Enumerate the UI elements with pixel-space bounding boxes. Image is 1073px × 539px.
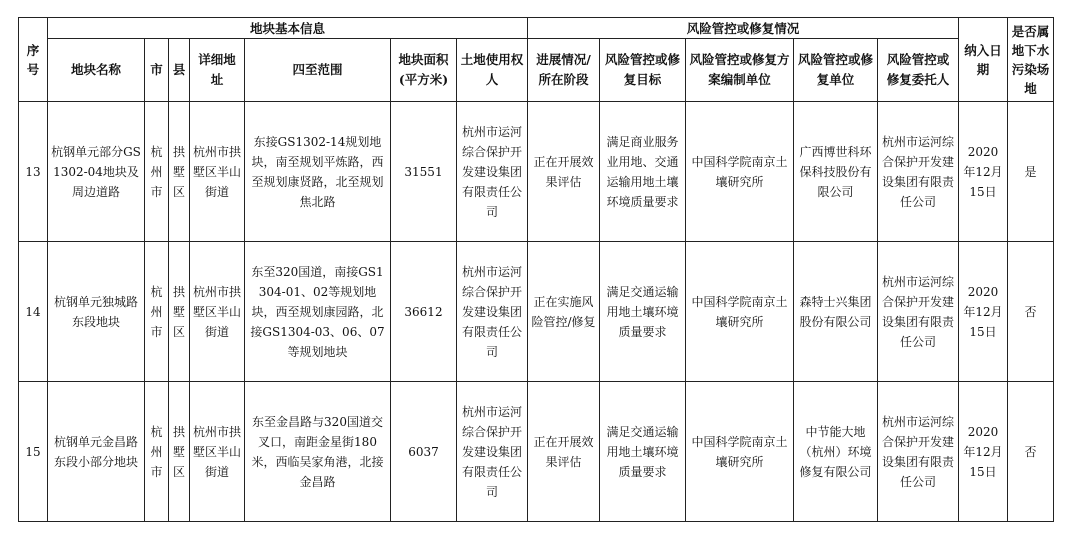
header-stage: 进展情况/所在阶段 <box>528 39 600 102</box>
table-row <box>19 382 1054 522</box>
cell-address: 杭州市拱墅区半山街道 <box>190 102 245 242</box>
cell-seq: 13 <box>19 102 48 242</box>
cell-owner: 杭州市运河综合保护开发建设集团有限责任公司 <box>457 102 528 242</box>
header-repair-unit: 风险管控或修复单位 <box>794 39 878 102</box>
cell-county: 拱墅区 <box>169 382 190 522</box>
header-seq: 序号 <box>19 18 48 102</box>
cell-boundary: 东至320国道，南接GS1304-01、02等规划地块，西至规划康园路，北接GS1304-03、06、07等规划地块 <box>245 242 391 382</box>
header-name: 地块名称 <box>48 39 145 102</box>
table-row <box>19 242 1054 382</box>
contaminated-site-table <box>18 17 1054 522</box>
cell-county: 拱墅区 <box>169 242 190 382</box>
header-groundwater: 是否属地下水污染场地 <box>1008 18 1054 102</box>
cell-target: 满足商业服务业用地、交通运输用地土壤环境质量要求 <box>600 102 686 242</box>
header-date: 纳入日期 <box>959 18 1008 102</box>
cell-repair-unit: 森特士兴集团股份有限公司 <box>794 242 878 382</box>
cell-target: 满足交通运输用地土壤环境质量要求 <box>600 382 686 522</box>
cell-seq: 15 <box>19 382 48 522</box>
cell-address: 杭州市拱墅区半山街道 <box>190 382 245 522</box>
cell-county: 拱墅区 <box>169 102 190 242</box>
header-group-basic: 地块基本信息 <box>48 18 528 39</box>
cell-plan-unit: 中国科学院南京土壤研究所 <box>686 242 794 382</box>
cell-name: 杭钢单元金昌路东段小部分地块 <box>48 382 145 522</box>
cell-owner: 杭州市运河综合保护开发建设集团有限责任公司 <box>457 382 528 522</box>
header-client: 风险管控或修复委托人 <box>878 39 959 102</box>
header-city: 市 <box>145 39 169 102</box>
cell-plan-unit: 中国科学院南京土壤研究所 <box>686 382 794 522</box>
cell-groundwater: 是 <box>1008 102 1054 242</box>
cell-date: 2020年12月15日 <box>959 382 1008 522</box>
header-plan-unit: 风险管控或修复方案编制单位 <box>686 39 794 102</box>
table-row <box>19 102 1054 242</box>
cell-name: 杭钢单元部分GS1302-04地块及周边道路 <box>48 102 145 242</box>
cell-name: 杭钢单元独城路东段地块 <box>48 242 145 382</box>
cell-client: 杭州市运河综合保护开发建设集团有限责任公司 <box>878 382 959 522</box>
cell-area: 36612 <box>391 242 457 382</box>
cell-client: 杭州市运河综合保护开发建设集团有限责任公司 <box>878 102 959 242</box>
cell-seq: 14 <box>19 242 48 382</box>
cell-plan-unit: 中国科学院南京土壤研究所 <box>686 102 794 242</box>
cell-area: 6037 <box>391 382 457 522</box>
cell-stage: 正在开展效果评估 <box>528 102 600 242</box>
cell-stage: 正在实施风险管控/修复 <box>528 242 600 382</box>
cell-target: 满足交通运输用地土壤环境质量要求 <box>600 242 686 382</box>
header-owner: 土地使用权人 <box>457 39 528 102</box>
cell-repair-unit: 广西博世科环保科技股份有限公司 <box>794 102 878 242</box>
cell-area: 31551 <box>391 102 457 242</box>
header-area: 地块面积(平方米) <box>391 39 457 102</box>
cell-boundary: 东至金昌路与320国道交叉口，南距金星街180米，西临吴家角港，北接金昌路 <box>245 382 391 522</box>
cell-stage: 正在开展效果评估 <box>528 382 600 522</box>
header-boundary: 四至范围 <box>245 39 391 102</box>
cell-date: 2020年12月15日 <box>959 242 1008 382</box>
header-group-risk: 风险管控或修复情况 <box>528 18 959 39</box>
header-county: 县 <box>169 39 190 102</box>
cell-groundwater: 否 <box>1008 242 1054 382</box>
cell-address: 杭州市拱墅区半山街道 <box>190 242 245 382</box>
cell-client: 杭州市运河综合保护开发建设集团有限责任公司 <box>878 242 959 382</box>
cell-repair-unit: 中节能大地（杭州）环境修复有限公司 <box>794 382 878 522</box>
document-page <box>18 17 1054 522</box>
cell-city: 杭州市 <box>145 242 169 382</box>
cell-owner: 杭州市运河综合保护开发建设集团有限责任公司 <box>457 242 528 382</box>
cell-city: 杭州市 <box>145 382 169 522</box>
cell-boundary: 东接GS1302-14规划地块，南至规划平炼路，西至规划康贤路，北至规划焦北路 <box>245 102 391 242</box>
header-address: 详细地址 <box>190 39 245 102</box>
cell-city: 杭州市 <box>145 102 169 242</box>
header-target: 风险管控或修复目标 <box>600 39 686 102</box>
cell-groundwater: 否 <box>1008 382 1054 522</box>
cell-date: 2020年12月15日 <box>959 102 1008 242</box>
